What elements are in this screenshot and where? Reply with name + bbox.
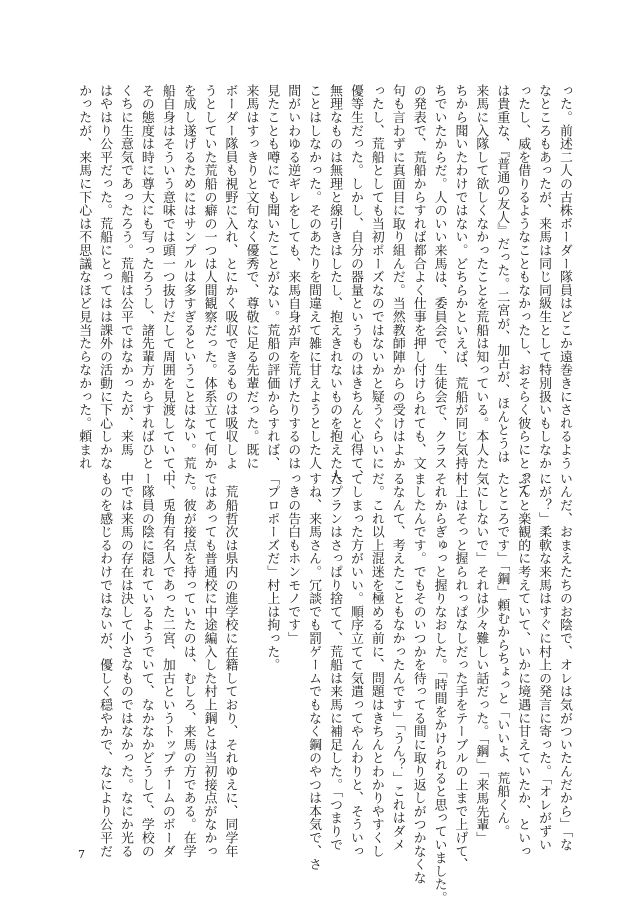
text-block-lower: いんだ、おまえたちのお陰で、オレは気がついたんだから」「な にが？」柔軟な来馬はすぐに村上の発言に寄った。「オレがずい ぶんと楽観的に考えていて、いかに境遇に甘えていたか、といっ たところです」「鋼」頼むからちょっと「いいよ、荒船くん。 気にしないで」それは少々難しい話だった。「鋼」「来馬先輩」 村上はそっと握られっぱなしだった手をテーブルの上まで上げて、 それからぎゅっと握りなおした。「時間をかけられると思っていました。 ましたんです。でもそのいつかを待ってる間に取り返しがつかなくな るなんて、考えたこともなかったんです」「うん？」これはダメ だ。これ以上混迷を極める前に、問題はきちんとわかりやすくし てしまった方がいい。順序立てて気遣ってやんわりと、そういっ たプランはさっぱり捨てて、荒船は来馬に補足した。「つまりで すね、来馬さん。冗談でも罰ゲームでもなく鋼のやつは本気で、さ っきの告白もホンモノです」 「プロポーズだ」村上は拘った。 荒船哲次は県内の進学校に在籍しており、それゆえに、同学年 ではあっても普通校に中途編入した村上鋼とは当初接点がなかっ た。彼が接点を持っていたのは、むしろ、来馬の方である。在学 中、兎角有名人であった二宮、加古というトップチームのボーダ ー隊員の陰に隠れているようでいて、なかなかどうして、学校の 中では来馬の存在は決して小さなものではなかった。なにか光る ものを感じるわけではないが、優しく穏やかで、なにより公平だ: [97, 472, 572, 904]
page-number: 7: [78, 848, 85, 861]
text-block-upper: った。前述二人の古株ボーダー隊員はどこか遠巻きにされるよう なところもあったが、来馬は同じ同級生として特別扱いもしなか ったし、威を借りるようなこともなかったし、おそらく彼らにとって は貴重な、『普通の友人』だった。二宮が、加古が、ほんとうは 来馬に入隊して欲しくなかったことを荒船は知っている。本人た ちから聞いたわけではない。どちらかといえば、荒船が同じ気持 ちでいたからだ。人のいい来馬は、委員会で、生徒会で、クラス の発表で、荒船からすれば都合よく仕事を押し付けられても、文 句も言わずに真面目に取り組んだ。当然教師陣からの受けはよか ったし、荒船としても当初ポーズなのではないかと疑うぐらいに 優等生だった。しかし、自分の器量というものはきちんと心得て、 無理なものは無理と線引きはしたし、抱えきれないものを抱えた人 ことはしなかった。そのあたりを間違えて雑に甘えようとした人 間がいわゆる逆ギレをしても、来馬自身が声を荒げたりするのは 見たことも噂にでも聞いたことがない。荒船の評価からすれば、 来馬はすっきりと文句なく優秀で、尊敬に足る先輩だった。既に ボーダー隊員も視野に入れ、とにかく吸収できるものは吸収しよ うとしていた荒船の癖の一つは人間観察だった。体系立てて何か を成し遂げるためにはサンプルは多すぎるということはない。荒 船自身はそういう意味では頭一つ抜けだして周囲を見渡していて、 その態度は時に尊大にも写ったろうし、諸先輩方からすればひと くちに生意気であったろう。荒船は公平ではなかったが、来馬 はやはり公平だった。荒船にとってはは課外の活動に下心しかな かったが、来馬に下心は不思議なほど見当たらなかった。頼まれ: [76, 84, 572, 497]
